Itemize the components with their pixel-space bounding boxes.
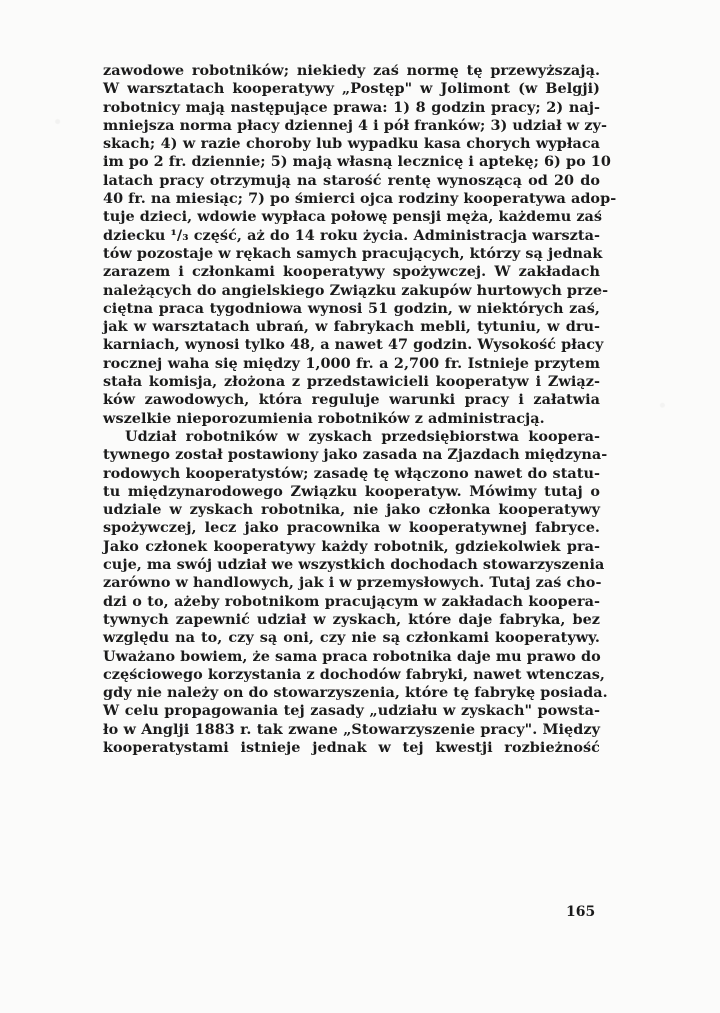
body-text — [103, 62, 617, 757]
text-line: udziale w zyskach robotnika, nie jako członka kooperatywy — [103, 501, 600, 519]
text-line: należących do angielskiego Związku zakupów hurtowych prze- — [103, 281, 609, 299]
text-line: kooperatystami istnieje jednak w tej kwestji rozbieżność — [103, 738, 600, 756]
text-line: rocznej waha się między 1,000 fr. a 2,700 fr. Istnieje przytem — [103, 354, 600, 372]
text-line: skach; 4) w razie choroby lub wypadku kasa chorych wypłaca — [103, 135, 600, 153]
text-line: latach pracy otrzymują na starość rentę wynoszącą od 20 do — [103, 171, 600, 189]
text-line: spożywczej, lecz jako pracownika w kooperatywnej fabryce. — [103, 519, 600, 537]
text-line: stała komisja, złożona z przedstawicieli kooperatyw i Związ- — [103, 373, 600, 391]
text-line: wszelkie nieporozumienia robotników z administracją. — [103, 409, 545, 427]
text-line: dzi o to, ażeby robotnikom pracującym w zakładach koopera- — [103, 592, 600, 610]
text-line: Udział robotników w zyskach przedsiębiorstwa koopera- — [125, 427, 600, 445]
text-line: jak w warsztatach ubrań, w fabrykach mebli, tytuniu, w dru- — [103, 318, 600, 336]
text-line: mniejsza norma płacy dziennej 4 i pół franków; 3) udział w zy- — [103, 116, 607, 134]
text-line: gdy nie należy on do stowarzyszenia, które tę fabrykę posiada. — [103, 684, 608, 702]
text-line: tywnych zapewnić udział w zyskach, które daje fabryka, bez — [103, 610, 600, 628]
text-line: częściowego korzystania z dochodów fabryki, nawet wtenczas, — [103, 665, 605, 683]
text-line: W celu propagowania tej zasady „udziału w zyskach" powsta- — [103, 702, 600, 720]
text-line: im po 2 fr. dziennie; 5) mają własną lecznicę i aptekę; 6) po 10 — [103, 153, 611, 171]
text-line: 40 fr. na miesiąc; 7) po śmierci ojca rodziny kooperatywa adop- — [103, 190, 617, 208]
text-line: rodowych kooperatystów; zasadę tę włączono nawet do statu- — [103, 464, 600, 482]
text-line: zawodowe robotników; niekiedy zaś normę tę przewyższają. — [103, 62, 600, 79]
text-line: względu na to, czy są oni, czy nie są członkami kooperatywy. — [103, 629, 600, 647]
text-line: robotnicy mają następujące prawa: 1) 8 godzin pracy; 2) naj- — [103, 98, 600, 116]
text-line: zarówno w handlowych, jak i w przemysłowych. Tutaj zaś cho- — [103, 574, 602, 592]
text-line: ciętna praca tygodniowa wynosi 51 godzin, w niektórych zaś, — [103, 299, 600, 317]
text-line: tów pozostaje w rękach samych pracujących, którzy są jednak — [103, 244, 603, 262]
text-line: ło w Anglji 1883 r. tak zwane „Stowarzyszenie pracy". Między — [103, 720, 600, 738]
paragraph-2 — [103, 427, 608, 757]
text-line: tu międzynarodowego Związku kooperatyw. Mówimy tutaj o — [103, 482, 600, 500]
paragraph-1 — [103, 62, 617, 428]
text-line: tywnego został postawiony jako zasada na Zjazdach międzyna- — [103, 446, 608, 464]
text-line: cuje, ma swój udział we wszystkich dochodach stowarzyszenia — [103, 556, 605, 574]
text-line: Jako członek kooperatywy każdy robotnik, gdziekolwiek pra- — [103, 537, 600, 555]
text-line: ków zawodowych, która reguluje warunki pracy i załatwia — [103, 391, 600, 409]
text-line: karniach, wynosi tylko 48, a nawet 47 godzin. Wysokość płacy — [103, 336, 604, 354]
text-line: Uważano bowiem, że sama praca robotnika daje mu prawo do — [103, 647, 601, 665]
page-number: 165 — [566, 904, 596, 920]
text-line: tuje dzieci, wdowie wypłaca połowę pensji męża, każdemu zaś — [103, 208, 603, 226]
text-line: dziecku ¹/₃ część, aż do 14 roku życia. Administracja warszta- — [103, 226, 600, 244]
text-line: W warsztatach kooperatywy „Postęp" w Jolimont (w Belgji) — [103, 80, 600, 98]
text-line: zarazem i członkami kooperatywy spożywczej. W zakładach — [103, 263, 600, 281]
